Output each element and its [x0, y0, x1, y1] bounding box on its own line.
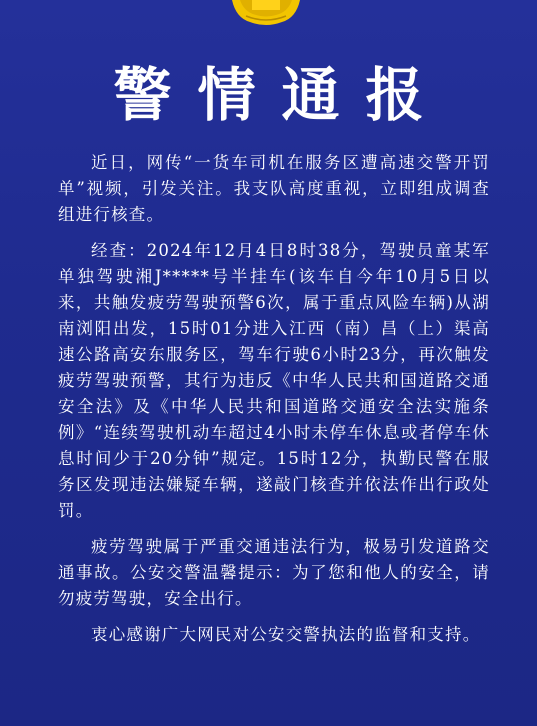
police-emblem-icon — [226, 0, 306, 28]
paragraph-thanks: 衷心感谢广大网民对公安交警执法的监督和支持。 — [91, 625, 481, 644]
paragraph-investigation: 经查：2024年12月4日8时38分，驾驶员童某军单独驾驶湘J*****号半挂车(该车自今年10月5日以来，共触发疲劳驾驶预警6次，属于重点风险车辆)从湖南浏阳出发，15时01分进入江西（南）昌（上）渠高速公路高安东服务区，驾车行驶6小时23分，再次触发疲劳驾驶预警，其行为违反《中华人民共和国道路交通安全法》及《中华人民共和国道路交通安全法实施条例》“连续驾驶机动车超过4小时未停车休息或者停车休息时间少于20分钟”规定。15时12分，执勤民警在服务区发现违法嫌疑车辆，遂敲门核查并依法作出行政处罚。 — [58, 241, 490, 520]
paragraph-intro: 近日，网传“一货车司机在服务区遭高速交警开罚单”视频，引发关注。我支队高度重视，立即组成调查组进行核查。 — [58, 153, 490, 224]
page-title: 警情通报 — [113, 61, 450, 129]
paragraph-warning: 疲劳驾驶属于严重交通违法行为，极易引发道路交通事故。公安交警温馨提示：为了您和他人的安全，请勿疲劳驾驶，安全出行。 — [58, 537, 490, 608]
notice-body — [58, 150, 490, 658]
